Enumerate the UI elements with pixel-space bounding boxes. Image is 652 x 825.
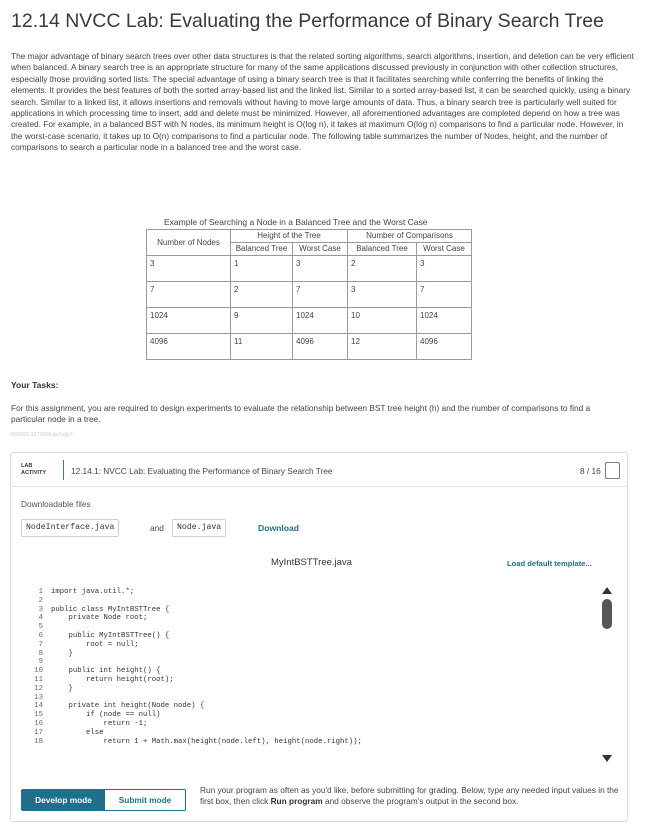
tasks-heading: Your Tasks: <box>11 380 59 390</box>
lab-header <box>11 453 627 487</box>
lab-activity-panel <box>10 452 628 822</box>
badge-line-activity: ACTIVITY <box>21 469 47 476</box>
table-cell: 1024 <box>417 308 472 334</box>
line-number: 2 <box>38 596 43 605</box>
table-cell: 2 <box>348 256 417 282</box>
scroll-up-icon[interactable] <box>602 587 612 594</box>
code-line[interactable] <box>51 658 362 667</box>
lab-score: 8 / 16 <box>580 466 601 476</box>
header-height: Height of the Tree <box>231 230 348 243</box>
code-line[interactable] <box>51 623 362 632</box>
line-number: 1 <box>38 588 43 596</box>
subheader-worst-comparisons: Worst Case <box>417 243 472 256</box>
table-cell: 4096 <box>147 334 231 360</box>
line-number: 17 <box>34 728 43 737</box>
run-desc-part2: and observe the program's output in the second box. <box>322 796 519 807</box>
develop-mode-button[interactable]: Develop mode <box>22 790 105 810</box>
table-cell: 1024 <box>147 308 231 334</box>
file-node[interactable]: Node.java <box>172 519 226 537</box>
comparison-table <box>146 229 472 360</box>
line-number: 7 <box>38 640 43 649</box>
table-cell: 3 <box>293 256 348 282</box>
table-cell: 1024 <box>293 308 348 334</box>
subheader-balanced-height: Balanced Tree <box>231 243 293 256</box>
scroll-down-icon[interactable] <box>602 755 612 762</box>
table-cell: 7 <box>417 282 472 308</box>
table-caption: Example of Searching a Node in a Balanced Tree and the Worst Case <box>164 217 428 227</box>
table-cell: 2 <box>231 282 293 308</box>
file-and-text: and <box>150 523 164 533</box>
code-line[interactable]: else <box>51 728 104 737</box>
lab-activity-badge <box>21 463 46 476</box>
line-number: 9 <box>38 658 43 667</box>
table-cell: 12 <box>348 334 417 360</box>
table-header-row <box>147 230 472 243</box>
table-row <box>147 282 472 308</box>
code-line[interactable]: public class MyIntBSTTree { <box>51 605 170 614</box>
table-cell: 7 <box>147 282 231 308</box>
table-cell: 3 <box>147 256 231 282</box>
code-line[interactable]: private Node root; <box>51 614 148 623</box>
table-cell: 4096 <box>417 334 472 360</box>
line-number: 5 <box>38 623 43 632</box>
line-number: 11 <box>34 675 43 684</box>
code-line[interactable]: return height(root); <box>51 675 174 684</box>
code-editor[interactable] <box>21 578 617 772</box>
code-line[interactable]: private int height(Node node) { <box>51 702 205 711</box>
table-row <box>147 334 472 360</box>
table-cell: 9 <box>231 308 293 334</box>
editor-file-name: MyIntBSTTree.java <box>271 557 352 568</box>
downloadable-files-label: Downloadable files <box>21 499 91 509</box>
run-program-text: Run program <box>270 796 323 807</box>
code-line[interactable]: root = null; <box>51 640 139 649</box>
line-number: 3 <box>38 605 43 614</box>
table-row <box>147 308 472 334</box>
line-number: 10 <box>34 667 43 676</box>
run-description <box>200 785 620 808</box>
subheader-worst-height: Worst Case <box>293 243 348 256</box>
line-number: 15 <box>34 711 43 720</box>
scroll-thumb[interactable] <box>602 599 612 629</box>
header-number-of-nodes: Number of Nodes <box>147 230 231 256</box>
table-row <box>147 256 472 282</box>
completion-checkbox-icon <box>605 462 620 479</box>
table-cell: 10 <box>348 308 417 334</box>
download-link[interactable]: Download <box>258 523 300 533</box>
file-nodeinterface[interactable]: NodeInterface.java <box>21 519 119 537</box>
line-number: 8 <box>38 649 43 658</box>
table-cell: 11 <box>231 334 293 360</box>
code-line[interactable]: import java.util.*; <box>51 588 135 596</box>
run-desc-part1: Run your program as often as you'd like, before submitting for grading. Below, type any needed input values in the first box, then click <box>200 785 619 807</box>
line-number: 14 <box>34 702 43 711</box>
line-number-gutter <box>21 588 43 746</box>
watermark-id: 582490.3277906.qx3zqy7 <box>11 432 73 438</box>
tasks-description: For this assignment, you are required to design experiments to evaluate the relationship between BST tree height (h) and the number of comparisons to find a particular node in a tree. <box>11 403 591 425</box>
table-cell: 3 <box>417 256 472 282</box>
line-number: 13 <box>34 693 43 702</box>
code-line[interactable] <box>51 694 362 703</box>
page-title: 12.14 NVCC Lab: Evaluating the Performance of Binary Search Tree <box>11 10 604 32</box>
line-number: 6 <box>38 631 43 640</box>
lab-title: 12.14.1: NVCC Lab: Evaluating the Performance of Binary Search Tree <box>71 466 333 476</box>
line-number: 16 <box>34 719 43 728</box>
code-line[interactable]: return -1; <box>51 719 148 728</box>
line-number: 18 <box>34 737 43 746</box>
code-line[interactable]: if (node == null) <box>51 711 161 720</box>
subheader-balanced-comparisons: Balanced Tree <box>348 243 417 256</box>
line-number: 12 <box>34 684 43 693</box>
table-cell: 1 <box>231 256 293 282</box>
code-line[interactable]: return 1 + Math.max(height(node.left), height(node.right)); <box>51 737 362 746</box>
submit-mode-button[interactable]: Submit mode <box>118 795 172 805</box>
table-cell: 4096 <box>293 334 348 360</box>
header-comparisons: Number of Comparisons <box>348 230 472 243</box>
code-line[interactable]: public int height() { <box>51 667 161 676</box>
intro-paragraph: The major advantage of binary search trees over other data structures is that the related sorting algorithms, search algorithms, insertion, and deletion can be very efficient when balanced. A binary search tree is an appropriate structure for many of the same applications discussed previously in conjunction with other collection structures, especially those providing sorted lists. The special advantage of using a binary search tree is that it facilitates searching while conferring the benefits of linking the elements. It provides the best features of both the sorted array-based list and the linked list. Similar to a sorted array-based list, it can be searched quickly, using a binary search. Similar to a linked list, it allows insertions and removals without having to move large amounts of data. Thus, a binary search tree is particularly well suited for applications in which processing time to insert, add and delete must be minimized. However, all aforementioned advantages are completed depend on how a tree was created. For example, in a balanced BST with N nodes, its minimum height is O(log n), it takes at maximum O(log n) comparisons to find a particular node. However, in the worst-case scenario, it takes up to O(n) comparisons to find a particular node. The following table summarizes the number of Nodes, height, and the number of comparisons to search a particular node in a balanced tree and the worst case. <box>11 51 634 153</box>
header-divider <box>63 460 64 480</box>
code-line[interactable]: } <box>51 684 73 693</box>
code-line[interactable] <box>51 597 362 606</box>
code-line[interactable]: } <box>51 649 73 658</box>
load-default-template-link[interactable]: Load default template... <box>507 559 592 568</box>
table-cell: 3 <box>348 282 417 308</box>
code-line[interactable]: public MyIntBSTTree() { <box>51 631 170 640</box>
editor-scrollbar[interactable] <box>600 583 614 769</box>
badge-line-lab: LAB <box>21 463 33 469</box>
table-cell: 7 <box>293 282 348 308</box>
line-number: 4 <box>38 614 43 623</box>
mode-toggle <box>21 789 186 811</box>
code-content[interactable] <box>51 588 362 746</box>
